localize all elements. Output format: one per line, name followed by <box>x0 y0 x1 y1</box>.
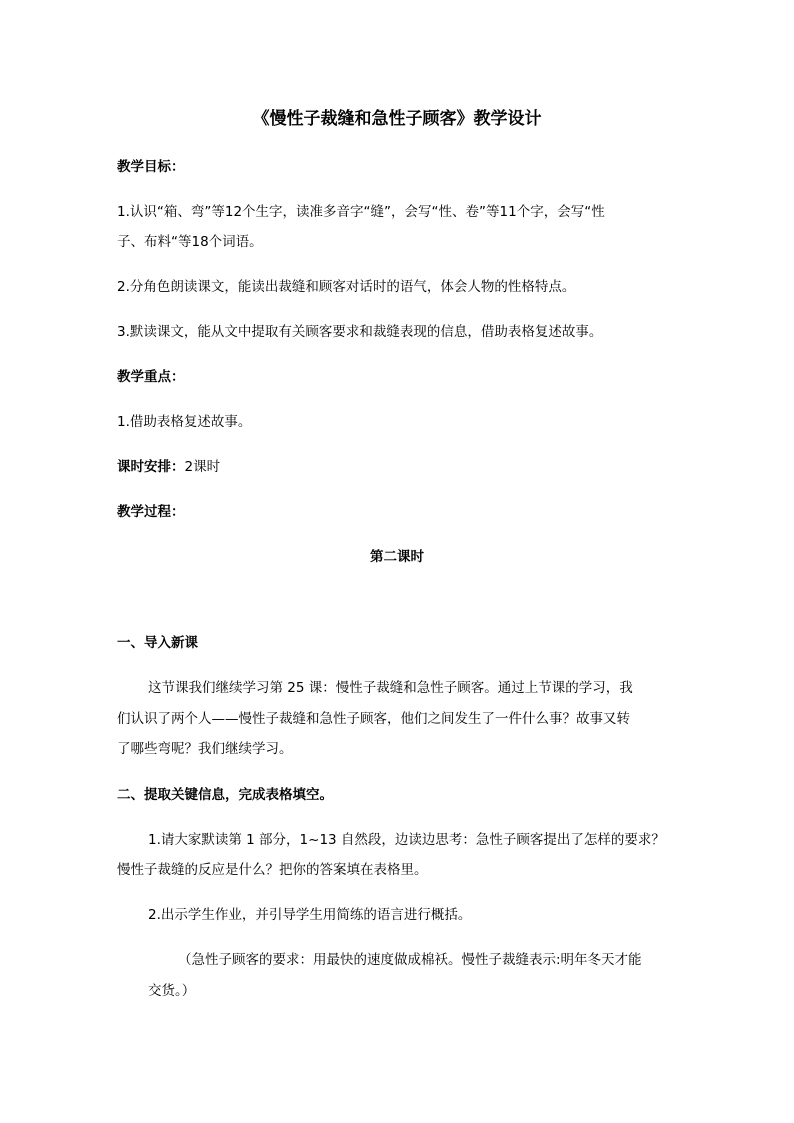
section-1-paragraph-line-3: 了哪些弯呢？我们继续学习。 <box>117 741 293 757</box>
section-2-heading: 二、提取关键信息，完成表格填空。 <box>117 787 333 803</box>
key-points-heading: 教学重点： <box>117 369 185 385</box>
schedule-label: 课时安排： <box>117 459 185 475</box>
section-2-paragraph-1-line-2: 慢性子裁缝的反应是什么？把你的答案填在表格里。 <box>117 862 428 878</box>
process-heading: 教学过程： <box>117 504 185 520</box>
lesson-title: 第二课时 <box>370 549 424 565</box>
document-title: 《慢性子裁缝和急性子顾客》教学设计 <box>252 109 542 129</box>
goal-item-2: 2.分角色朗读课文，能读出裁缝和顾客对话时的语气，体会人物的性格特点。 <box>117 279 576 295</box>
section-1-paragraph-line-1: 这节课我们继续学习第 25 课：慢性子裁缝和急性子顾客。通过上节课的学习，我 <box>148 680 633 696</box>
goal-item-1-line-1: 1.认识“箱、弯”等12个生字，读准多音字“缝”，会写“性、卷”等11个字，会写“性 <box>117 204 605 220</box>
schedule-line <box>117 458 220 476</box>
section-1-paragraph-line-2: 们认识了两个人——慢性子裁缝和急性子顾客，他们之间发生了一件什么事？故事又转 <box>117 711 630 727</box>
section-2-paragraph-1-line-1: 1.请大家默读第 1 部分，1~13 自然段，边读边思考：急性子顾客提出了怎样的要求？ <box>148 832 665 848</box>
schedule-value: 2课时 <box>184 459 221 475</box>
goal-item-3: 3.默读课文，能从文中提取有关顾客要求和裁缝表现的信息，借助表格复述故事。 <box>117 324 603 340</box>
section-2-paragraph-3-line-2: 交货。） <box>148 983 196 999</box>
section-1-heading: 一、导入新课 <box>117 635 198 651</box>
goal-item-1-line-2: 子、布料“等18个词语。 <box>117 234 263 250</box>
goals-heading: 教学目标： <box>117 159 185 175</box>
section-2-paragraph-3-line-1: （急性子顾客的要求：用最快的速度做成棉袄。慢性子裁缝表示:明年冬天才能 <box>178 952 642 968</box>
section-2-paragraph-2: 2.出示学生作业，并引导学生用简练的语言进行概括。 <box>148 907 472 923</box>
key-point-item-1: 1.借助表格复述故事。 <box>117 414 252 430</box>
